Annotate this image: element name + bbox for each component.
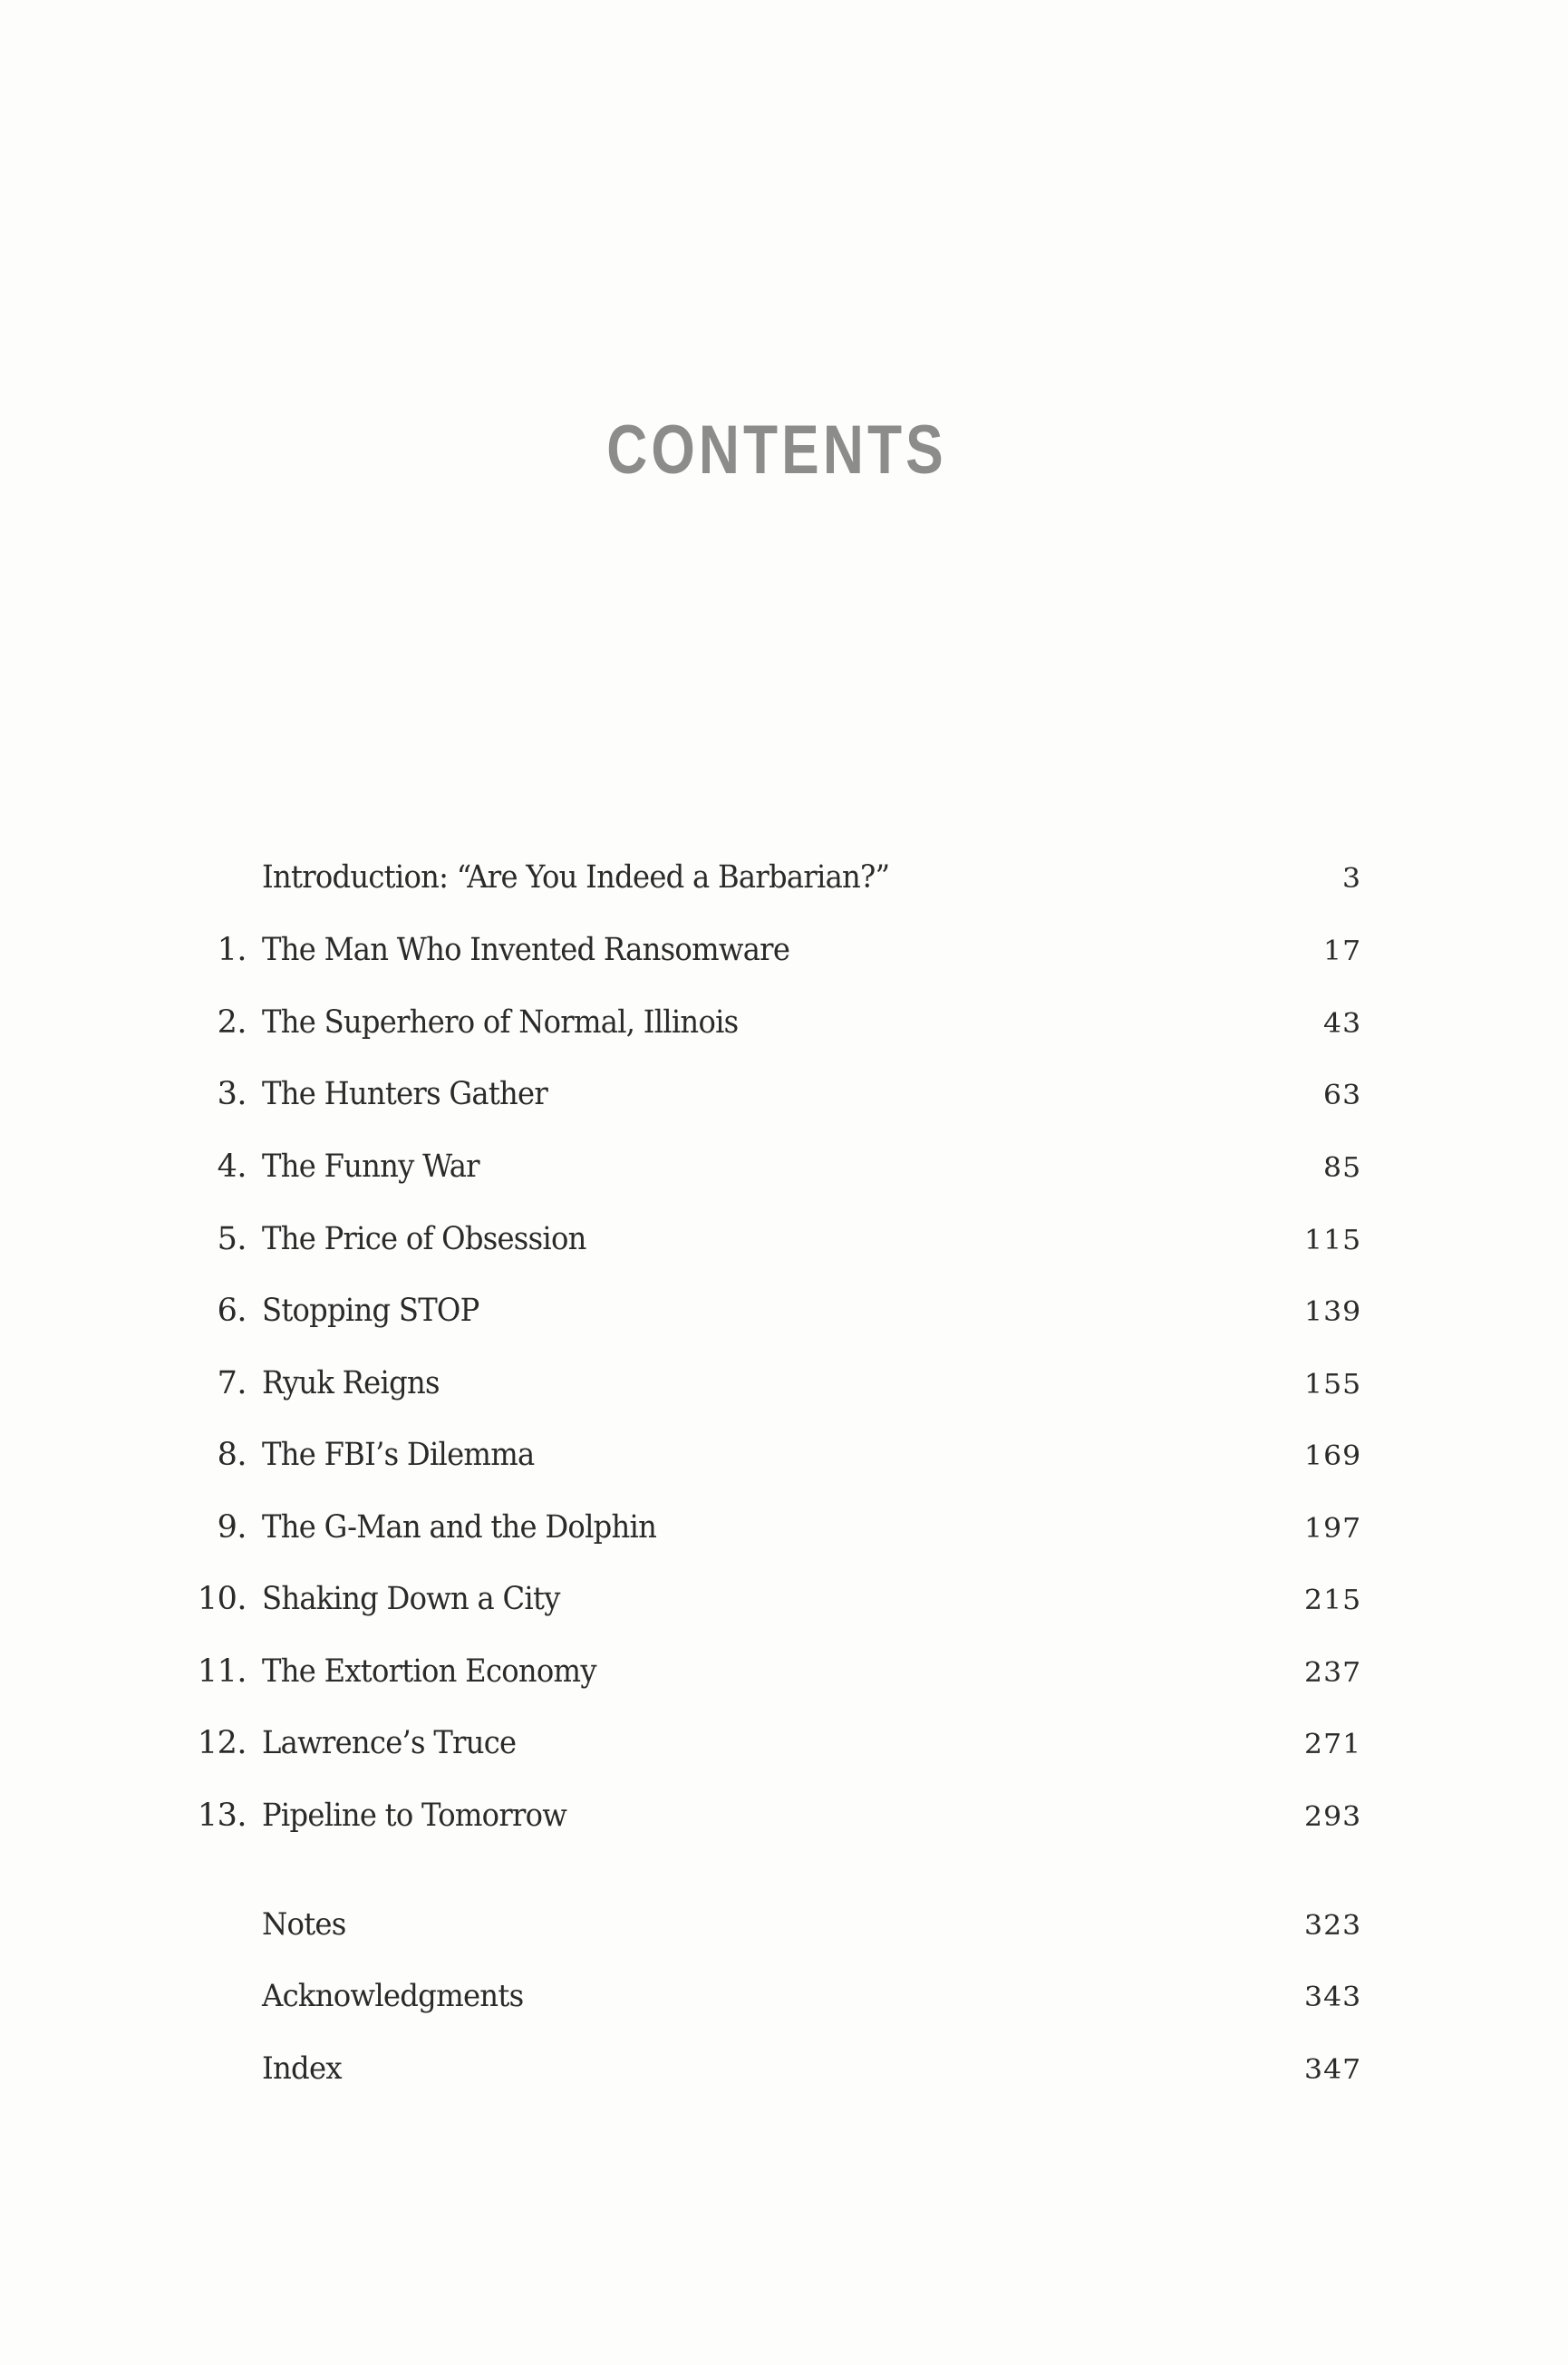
- back-matter-page: 347: [1303, 2054, 1361, 2086]
- chapter-title: Shaking Down a City: [262, 1581, 560, 1617]
- toc-entry-chapter-13[interactable]: [0, 1798, 1568, 1852]
- toc-entry-introduction[interactable]: [0, 859, 1568, 914]
- chapter-title: The Funny War: [262, 1149, 479, 1185]
- toc-entry-chapter-3[interactable]: [0, 1076, 1568, 1130]
- toc-entry-chapter-1[interactable]: [0, 932, 1568, 986]
- chapter-number: 4.: [217, 1149, 247, 1185]
- toc-entry-label: Introduction: “Are You Indeed a Barbarian?”: [262, 859, 890, 896]
- chapter-title: The Superhero of Normal, Illinois: [262, 1004, 739, 1041]
- chapter-number: 9.: [217, 1509, 247, 1546]
- toc-entry-notes[interactable]: [0, 1906, 1568, 1961]
- back-matter-title: Index: [262, 2050, 342, 2087]
- chapter-page: 169: [1303, 1440, 1361, 1472]
- chapter-number: 13.: [197, 1798, 247, 1834]
- chapter-number: 8.: [217, 1437, 247, 1473]
- chapter-number: 10.: [197, 1581, 247, 1617]
- chapter-page: 139: [1303, 1296, 1361, 1328]
- chapter-title: Lawrence’s Truce: [262, 1725, 517, 1761]
- chapter-number: 5.: [217, 1221, 247, 1257]
- toc-entry-chapter-5[interactable]: [0, 1221, 1568, 1275]
- back-matter-title: Notes: [262, 1906, 346, 1943]
- chapter-title: The Hunters Gather: [262, 1076, 548, 1112]
- toc-entry-chapter-8[interactable]: [0, 1437, 1568, 1491]
- toc-entry-page: 3: [1341, 863, 1361, 895]
- toc-entry-chapter-11[interactable]: [0, 1653, 1568, 1708]
- chapter-page: 85: [1322, 1152, 1361, 1184]
- chapter-title: The Price of Obsession: [262, 1221, 586, 1257]
- toc-entry-acknowledgments[interactable]: [0, 1978, 1568, 2032]
- chapter-page: 43: [1322, 1008, 1361, 1040]
- chapter-page: 271: [1303, 1729, 1361, 1760]
- toc-entry-chapter-7[interactable]: [0, 1365, 1568, 1420]
- chapter-page: 155: [1303, 1369, 1361, 1401]
- chapter-page: 63: [1322, 1080, 1361, 1111]
- page-title: CONTENTS: [606, 411, 947, 489]
- back-matter-page: 323: [1303, 1910, 1361, 1942]
- chapter-page: 197: [1303, 1513, 1361, 1545]
- chapter-title: The Extortion Economy: [262, 1653, 596, 1690]
- chapter-page: 17: [1322, 935, 1361, 967]
- chapter-number: 2.: [217, 1004, 247, 1041]
- toc-entry-chapter-9[interactable]: [0, 1509, 1568, 1564]
- toc-entry-chapter-12[interactable]: [0, 1725, 1568, 1779]
- toc-entry-chapter-4[interactable]: [0, 1149, 1568, 1203]
- chapter-title: The FBI’s Dilemma: [262, 1437, 535, 1473]
- chapter-title: Pipeline to Tomorrow: [262, 1798, 567, 1834]
- chapter-title: The G-Man and the Dolphin: [262, 1509, 657, 1546]
- toc-entry-chapter-2[interactable]: [0, 1004, 1568, 1059]
- chapter-number: 7.: [217, 1365, 247, 1401]
- chapter-page: 215: [1303, 1585, 1361, 1616]
- back-matter-title: Acknowledgments: [262, 1978, 524, 2014]
- back-matter-page: 343: [1303, 1982, 1361, 2013]
- chapter-page: 293: [1303, 1801, 1361, 1833]
- chapter-title: Stopping STOP: [262, 1293, 479, 1329]
- chapter-title: Ryuk Reigns: [262, 1365, 440, 1401]
- chapter-number: 11.: [197, 1653, 247, 1690]
- chapter-page: 115: [1303, 1225, 1361, 1256]
- chapter-number: 1.: [217, 932, 247, 968]
- chapter-number: 12.: [197, 1725, 247, 1761]
- toc-entry-chapter-10[interactable]: [0, 1581, 1568, 1635]
- chapter-number: 6.: [217, 1293, 247, 1329]
- toc-entry-index[interactable]: [0, 2050, 1568, 2105]
- chapter-title: The Man Who Invented Ransomware: [262, 932, 790, 968]
- toc-entry-chapter-6[interactable]: [0, 1293, 1568, 1347]
- chapter-number: 3.: [217, 1076, 247, 1112]
- chapter-page: 237: [1303, 1657, 1361, 1689]
